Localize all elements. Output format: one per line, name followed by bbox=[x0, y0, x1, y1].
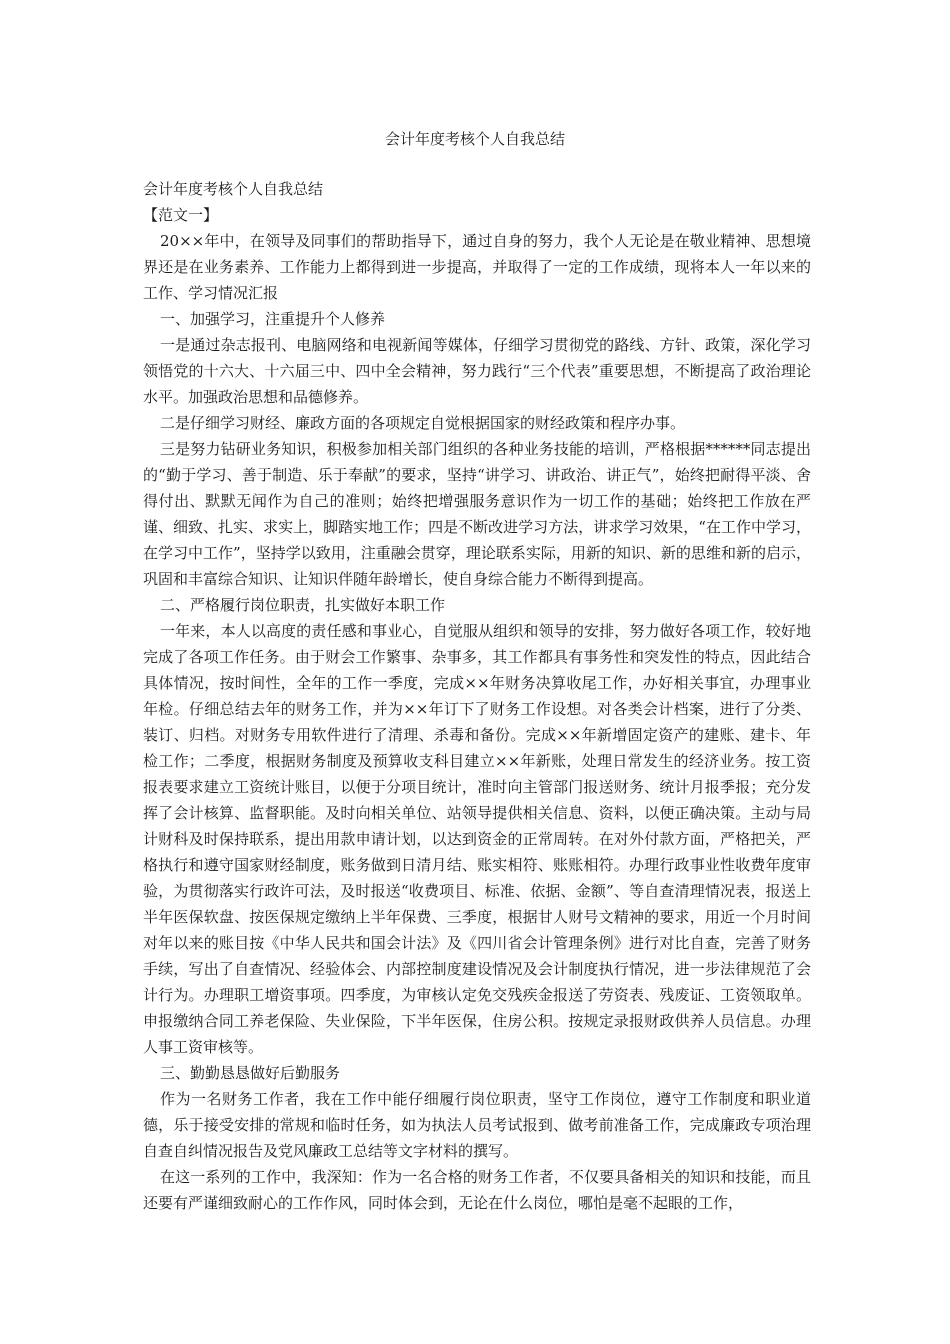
document-body bbox=[143, 176, 811, 1216]
document-subtitle: 会计年度考核个人自我总结 bbox=[143, 180, 324, 198]
paragraph: 一年来，本人以高度的责任感和事业心，自觉服从组织和领导的安排，努力做好各项工作，较好地完成了各项工作任务。由于财会工作繁事、杂事多，其工作都具有事务性和突发性的特点，因此结合具体情况，按时间性，全年的工作一季度，完成××年财务决算收尾工作，办好相关事宜，办理事业年检。仔细总结去年的财务工作，并为××年订下了财务工作设想。对各类会计档案，进行了分类、装订、归档。对财务专用软件进行了清理、杀毒和备份。完成××年新增固定资产的建账、建卡、年检工作；二季度，根据财务制度及预算收支科目建立××年新账，处理日常发生的经济业务。按工资报表要求建立工资统计账目，以便于分项目统计，准时向主管部门报送财务、统计月报季报；充分发挥了会计核算、监督职能。及时向相关单位、站领导提供相关信息、资料，以便正确决策。主动与局计财科及时保持联系，提出用款申请计划，以达到资金的正常周转。在对外付款方面，严格把关，严格执行和遵守国家财经制度，账务做到日清月结、账实相符、账账相符。办理行政事业性收费年度审验，为贯彻落实行政许可法，及时报送“收费项目、标准、依据、金额”、等自查清理情况表，报送上半年医保软盘、按医保规定缴纳上半年保费、三季度，根据甘人财号文精神的要求，用近一个月时间对年以来的账目按《中华人民共和国会计法》及《四川省会计管理条例》进行对比自查，完善了财务手续，写出了自查情况、经验体会、内部控制度建设情况及会计制度执行情况，进一步法律规范了会计行为。办理职工增资事项。四季度，为审核认定免交残疾金报送了劳资表、残废证、工资领取单。申报缴纳合同工养老保险、失业保险，下半年医保，住房公积。按规定录报财政供养人员信息。办理人事工资审核等。 bbox=[143, 622, 811, 1056]
paragraph: 在这一系列的工作中，我深知：作为一名合格的财务工作者，不仅要具备相关的知识和技能，而且还要有严谨细致耐心的工作作风，同时体会到，无论在什么岗位，哪怕是毫不起眼的工作， bbox=[143, 1168, 811, 1212]
section-heading-3: 三、勤勤恳恳做好后勤服务 bbox=[160, 1064, 341, 1082]
section-heading-2: 二、严格履行岗位职责，扎实做好本职工作 bbox=[160, 596, 446, 614]
paragraph: 作为一名财务工作者，我在工作中能仔细履行岗位职责，坚守工作岗位，遵守工作制度和职业道德，乐于接受安排的常规和临时任务，如为执法人员考试报到、做考前准备工作，完成廉政专项治理自查自纠情况报告及党风廉政工总结等文字材料的撰写。 bbox=[143, 1090, 811, 1160]
section-heading-1: 一、加强学习，注重提升个人修养 bbox=[160, 310, 386, 328]
paragraph: 一是通过杂志报刊、电脑网络和电视新闻等媒体，仔细学习贯彻党的路线、方针、政策，深化学习领悟党的十六大、十六届三中、四中全会精神，努力践行“三个代表”重要思想，不断提高了政治理论水平。加强政治思想和品德修养。 bbox=[143, 336, 811, 406]
document-title: 会计年度考核个人自我总结 bbox=[384, 130, 565, 148]
paragraph: 二是仔细学习财经、廉政方面的各项规定自觉根据国家的财经政策和程序办事。 bbox=[160, 414, 686, 432]
paragraph-intro: 20××年中，在领导及同事们的帮助指导下，通过自身的努力，我个人无论是在敬业精神、思想境界还是在业务素养、工作能力上都得到进一步提高，并取得了一定的工作成绩，现将本人一年以来的工作、学习情况汇报 bbox=[143, 232, 811, 302]
sample-label: 【范文一】 bbox=[143, 206, 219, 224]
paragraph: 三是努力钻研业务知识，积极参加相关部门组织的各种业务技能的培训，严格根据******同志提出的“勤于学习、善于制造、乐于奉献”的要求，坚持“讲学习、讲政治、讲正气”，始终把耐得平淡、舍得付出、默默无闻作为自己的准则；始终把增强服务意识作为一切工作的基础；始终把工作放在严谨、细致、扎实、求实上，脚踏实地工作；四是不断改进学习方法，讲求学习效果，“在工作中学习，在学习中工作”，坚持学以致用，注重融会贯穿，理论联系实际，用新的知识、新的思维和新的启示，巩固和丰富综合知识、让知识伴随年龄增长，使自身综合能力不断得到提高。 bbox=[143, 440, 811, 588]
